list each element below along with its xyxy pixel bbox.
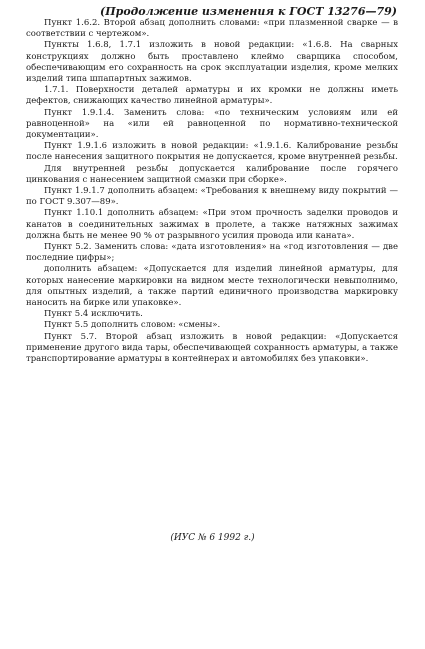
paragraph-5-5: Пункт 5.5 дополнить словом: «смены». [44, 320, 221, 331]
paragraph-internal-thread: Для внутренней резьбы допускается калибрование после горячего цинкования с нанесением защитной смазки при сборке». [26, 163, 398, 185]
paragraph-5-2-addition: дополнить абзацем: «Допускается для изделий линейной арматуры, для которых нанесение маркировки на видном месте технологически невыполнимо, для опытных изделий, а также партий единичного производства маркировку наносить на бирке или упаковке». [26, 264, 398, 309]
paragraph-5-4: Пункт 5.4 исключить. [44, 309, 143, 320]
paragraph-1-10-1: Пункт 1.10.1 дополнить абзацем: «При этом прочность заделки проводов и канатов в соединительных зажимах в пролете, а также натяжных зажимах должна быть не менее 90 % от разрывного усилия провода или каната». [26, 208, 398, 241]
paragraph-1-6-8: Пункты 1.6.8, 1.7.1 изложить в новой редакции: «1.6.8. На сварных конструкциях должно быть проставлено клеймо сварщика способом, обеспечивающим его сохранность на срок эксплуатации изделия, кроме мелких изделий типа шпапартных зажимов. [26, 40, 398, 85]
paragraph-1-7-1: 1.7.1. Поверхности деталей арматуры и их кромки не должны иметь дефектов, снижающих качество линейной арматуры». [26, 85, 398, 107]
paragraph-5-2: Пункт 5.2. Заменить слова: «дата изготовления» на «год изготовления — две последние цифры»; [26, 242, 398, 264]
paragraph-5-7: Пункт 5.7. Второй абзац изложить в новой редакции: «Допускается применение другого вида тары, обеспечивающей сохранность арматуры, а также транспортирование арматуры в контейнерах и автомобилях без упаковки». [26, 331, 398, 365]
paragraph-1-9-1-4: Пункт 1.9.1.4. Заменить слова: «по техническим условиям или ей равноценной» на «или ей равноценной по нормативно-технической документации». [26, 107, 398, 141]
page-header: (Продолжение изменения к ГОСТ 13276—79) [100, 5, 397, 18]
paragraph-1-9-1-6: Пункт 1.9.1.6 изложить в новой редакции: «1.9.1.6. Калибрование резьбы после нанесения защитного покрытия не допускается, кроме внутренней резьбы. [26, 141, 398, 163]
paragraph-1-6-2: Пункт 1.6.2. Второй абзац дополнить словами: «при плазменной сварке — в соответствии с чертежом». [26, 18, 398, 40]
document-body [26, 18, 398, 365]
paragraph-1-9-1-7: Пункт 1.9.1.7 дополнить абзацем: «Требования к внешнему виду покрытий — по ГОСТ 9.307—89». [26, 186, 398, 208]
ius-stamp: (ИУС № 6 1992 г.) [170, 533, 255, 543]
